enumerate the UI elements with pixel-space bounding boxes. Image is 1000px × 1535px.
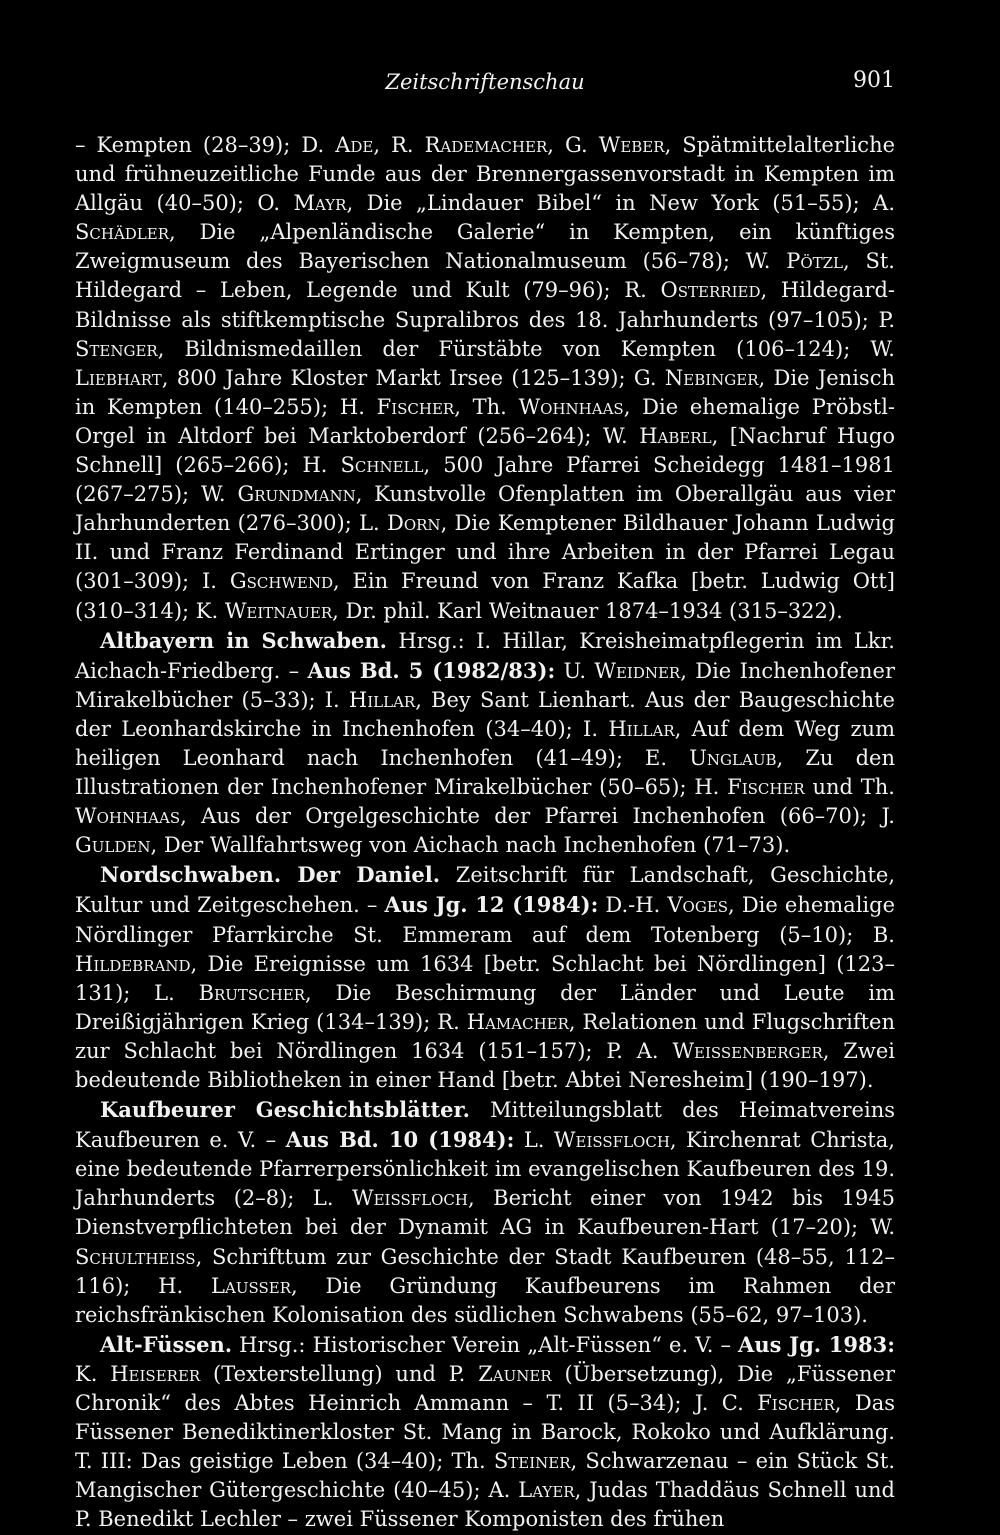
text-run: (Übersetzung), Die „Füssener Chronik“ des Abtes Heinrich Ammann – T. II (5–34); J. C.: [75, 1361, 895, 1416]
author-name: Stenger: [75, 336, 158, 361]
text-run: Zeitschrift für Landschaft, Geschichte, Kultur und Zeitgeschehen. –: [75, 863, 895, 918]
text-run: , Zu den Illustrationen der Inchenhofener Mirakelbücher (50–65); H.: [75, 745, 895, 800]
author-name: Weissenberger: [672, 1038, 823, 1063]
author-name: Ade: [335, 133, 374, 157]
text-run: , Der Wallfahrtsweg von Aichach nach Inchenhofen (71–73).: [150, 833, 791, 858]
text-run: , Bericht einer von 1942 bis 1945 Dienstverpflichteten bei der Dynamit AG in Kaufbeuren-Hart (17–20); W.: [75, 1186, 896, 1240]
text-run: , Die Gründung Kaufbeurens im Rahmen der reichsfränkischen Kolonisation des südlichen Schwabens (55–62, 97–103).: [75, 1273, 895, 1327]
bold-heading: Altbayern in Schwaben.: [100, 627, 387, 653]
author-name: Voges: [667, 893, 729, 918]
text-run: , Bildnismedaillen der Fürstäbte von Kempten (106–124); W.: [157, 336, 895, 361]
paragraph: [75, 626, 895, 861]
bold-heading: Alt-Füssen.: [100, 1331, 233, 1357]
bold-heading: Kaufbeurer Geschichtsblätter.: [100, 1097, 470, 1123]
author-name: Weber: [598, 133, 665, 157]
author-name: Liebhart: [75, 365, 162, 390]
text-run: U.: [555, 658, 595, 683]
bold-heading: Aus Bd. 10 (1984):: [285, 1127, 515, 1153]
page-header: [75, 66, 895, 106]
page-number: 901: [853, 68, 895, 93]
text-run: K.: [75, 1361, 111, 1386]
author-name: Hildebrand: [75, 951, 191, 976]
text-run: L.: [514, 1128, 554, 1153]
author-name: Pötzl: [786, 249, 844, 274]
text-run: , Die ehemalige Nördlinger Pfarrkirche St. Emmeram auf dem Totenberg (5–10); B.: [75, 893, 896, 947]
text-run: (Texterstellung) und P.: [200, 1361, 479, 1386]
author-name: Fischer: [727, 775, 805, 800]
author-name: Schnell: [340, 453, 424, 478]
author-name: Rademacher: [424, 133, 548, 157]
author-name: Fischer: [757, 1391, 835, 1416]
text-run: , Kunstvolle Ofenplatten im Oberallgäu aus vier Jahrhunderten (276–300); L.: [75, 482, 895, 536]
text-run: , Die Jenisch in Kempten (140–255); H.: [75, 365, 895, 419]
author-name: Schädler: [75, 220, 170, 245]
text-run: , Schrifttum zur Geschichte der Stadt Kaufbeuren (48–55, 112–116); H.: [75, 1244, 895, 1298]
author-name: Layer: [518, 1478, 575, 1503]
author-name: Gulden: [75, 833, 151, 858]
author-name: Hillar: [348, 687, 416, 712]
text-run: , Auf dem Weg zum heiligen Leonhard nach Inchenhofen (41–49); E.: [75, 716, 895, 770]
text-run: , Dr. phil. Karl Weitnauer 1874–1934 (315–322).: [332, 598, 843, 623]
running-title: Zeitschriftenschau: [385, 70, 585, 94]
text-run: , G.: [547, 133, 599, 157]
author-name: Mayr: [293, 191, 347, 216]
text-run: , Bey Sant Lienhart. Aus der Baugeschichte der Leonhardskirche in Inchenhofen (34–40); I.: [75, 687, 895, 741]
author-name: Osterried: [660, 278, 761, 303]
author-name: Nebinger: [664, 365, 759, 390]
text-run: , 800 Jahre Kloster Markt Irsee (125–139); G.: [161, 365, 665, 390]
author-name: Gschwend: [229, 569, 333, 594]
text-run: Hrsg.: Historischer Verein „Alt-Füssen“ e. V. –: [232, 1332, 739, 1357]
author-name: Steiner: [493, 1449, 571, 1474]
author-name: Weissfloch: [352, 1186, 468, 1211]
author-name: Heiserer: [110, 1361, 201, 1386]
text-run: , Judas Thaddäus Schnell und P. Benedikt Lechler – zwei Füssener Komponisten des frühen: [75, 1478, 895, 1532]
body-text: [75, 131, 895, 1535]
text-run: D.-H.: [598, 893, 668, 918]
paragraph: [75, 1330, 895, 1535]
paragraph: [75, 860, 895, 1095]
author-name: Schultheiss: [75, 1244, 196, 1269]
text-run: , Zwei bedeutende Bibliotheken in einer Hand [betr. Abtei Neresheim] (190–197).: [75, 1038, 895, 1092]
author-name: Dorn: [387, 511, 441, 536]
author-name: Hillar: [608, 716, 675, 741]
author-name: Unglaub: [689, 745, 777, 770]
bold-heading: Aus Bd. 5 (1982/83):: [307, 657, 556, 683]
text-run: , Aus der Orgelgeschichte der Pfarrei Inchenhofen (66–70); J.: [180, 804, 895, 829]
text-run: , R.: [373, 133, 425, 157]
text-run: , Die Kemptener Bildhauer Johann Ludwig II. und Franz Ferdinand Ertinger und ihre Arbeiten in der Pfarrei Legau (301–309); I.: [75, 511, 895, 594]
text-run: , Die „Lindauer Bibel“ in New York (51–55); A.: [346, 191, 895, 216]
paragraph: [75, 131, 895, 626]
text-run: und Th.: [804, 775, 895, 800]
author-name: Wohnhaas: [75, 804, 181, 829]
author-name: Lausser: [211, 1273, 291, 1298]
text-run: , Spätmittelalterliche und frühneuzeitliche Funde aus der Brennergassenvorstadt in Kempten im Allgäu (40–50); O.: [75, 133, 896, 216]
text-run: , Die Ereignisse um 1634 [betr. Schlacht bei Nördlingen] (123–131); L.: [75, 951, 895, 1005]
text-run: , Die „Alpenländische Galerie“ in Kempten, ein künftiges Zweigmuseum des Bayerischen Nationalmuseum (56–78); W.: [75, 220, 895, 274]
text-run: , Ein Freund von Franz Kafka [betr. Ludwig Ott] (310–314); K.: [75, 569, 895, 623]
text-run: Mitteilungsblatt des Heimatvereins Kaufbeuren e. V. –: [75, 1098, 895, 1153]
text-run: , Die Inchenhofener Mirakelbücher (5–33); I.: [75, 658, 896, 712]
text-run: , Die Beschirmung der Länder und Leute im Dreißigjährigen Krieg (134–139); R.: [75, 980, 895, 1034]
text-run: – Kempten (28–39); D.: [75, 133, 336, 157]
text-run: , 500 Jahre Pfarrei Scheidegg 1481–1981 (267–275); W.: [75, 453, 895, 507]
text-run: , Die ehemalige Pröbstl-Orgel in Altdorf bei Marktoberdorf (256–264); W.: [75, 394, 896, 448]
author-name: Brutscher: [198, 980, 306, 1005]
author-name: Hamacher: [466, 1009, 569, 1034]
author-name: Fischer: [376, 394, 455, 419]
author-name: Haberl: [639, 423, 712, 448]
author-name: Grundmann: [237, 482, 356, 507]
bold-heading: Aus Jg. 1983:: [738, 1331, 895, 1357]
bold-heading: Aus Jg. 12 (1984):: [384, 892, 599, 918]
author-name: Weissfloch: [553, 1128, 670, 1153]
text-run: , St. Hildegard – Leben, Legende und Kult (79–96); R.: [75, 249, 895, 303]
text-run: Hrsg.: I. Hillar, Kreisheimatpflegerin im Lkr. Aichach-Friedberg. –: [75, 628, 895, 683]
text-run: , Das Füssener Benediktinerkloster St. Mang in Barock, Rokoko und Aufklärung. T. III: Das geistige Leben (34–40); Th.: [75, 1391, 896, 1474]
author-name: Weidner: [594, 658, 681, 683]
author-name: Wohnhaas: [518, 394, 624, 419]
text-run: , Relationen und Flugschriften zur Schlacht bei Nördlingen 1634 (151–157); P. A.: [75, 1009, 895, 1063]
bold-heading: Nordschwaben. Der Daniel.: [100, 862, 441, 888]
text-run: , Th.: [454, 394, 519, 419]
author-name: Weitnauer: [224, 598, 333, 623]
text-run: , Schwarzenau – ein Stück St. Mangischer Gütergeschichte (40–45); A.: [75, 1449, 895, 1503]
text-run: , [Nachruf Hugo Schnell] (265–266); H.: [75, 423, 895, 478]
text-run: , Hildegard-Bildnisse als stiftkemptische Supralibros des 18. Jahrhunderts (97–105); P.: [75, 278, 895, 332]
text-run: , Kirchenrat Christa, eine bedeutende Pfarrerpersönlichkeit im evangelischen Kaufbeuren des 19. Jahrhunderts (2–8); L.: [75, 1128, 895, 1211]
author-name: Zauner: [478, 1361, 552, 1386]
paragraph: [75, 1095, 895, 1330]
